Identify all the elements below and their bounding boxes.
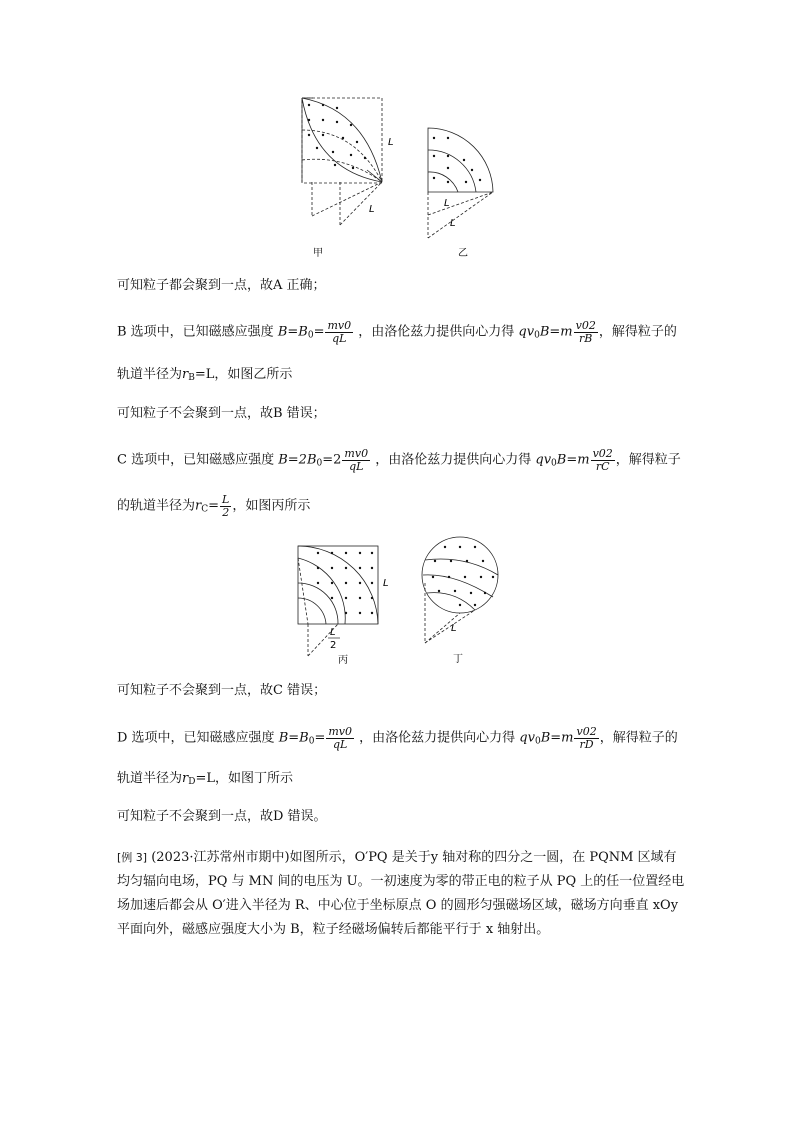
d-radius-eq: r [182, 771, 189, 786]
example-body: (2023·江苏常州市期中)如图所示，O′PQ 是关于y 轴对称的四分之一圆，在 PQNM 区域有均匀辐向电场，PQ 与 MN 间的电压为 U。一初速度为零的带正电的粒子从 PQ 上的任一位置经电场加速后都会从 O′进入半径为 R、中心位于坐标原点 O 的圆形匀强磁场区域，磁场方向垂直 xOy 平面向外，磁感应强度大小为 B，粒子经磁场偏转后都能平行于 x 轴射出。 [117, 850, 685, 937]
d-frac2-num: v02 [576, 725, 597, 738]
b-force: qv [518, 324, 535, 340]
b-conclusion: 可知粒子不会聚到一点，故B 错误； [117, 406, 326, 421]
b-eq-sub: 0 [307, 330, 314, 341]
d-frac-den: qL [332, 737, 348, 751]
b-eq: B=B [277, 324, 308, 340]
label-half-num: L [330, 627, 336, 638]
c-radius-eq2: = [208, 498, 220, 514]
c-conclusion: 可知粒子不会聚到一点，故C 错误； [117, 683, 327, 698]
c-force: qv [535, 452, 552, 468]
d-frac-num: mv0 [328, 725, 352, 738]
b-frac2-num: v02 [575, 319, 596, 332]
figure-ding [415, 535, 510, 670]
c-middle: ，由洛伦兹力提供向心力得 [375, 452, 532, 468]
example-3 [117, 846, 687, 942]
figure-caption: 丁 [453, 654, 463, 665]
b-radius-text: 轨道半径为 [117, 367, 183, 382]
b-radius [117, 368, 292, 383]
b-statement: B 选项中，已知磁感应强度 $B=B_0=$ $\frac{mv0}{qL}$ ，由洛伦兹力提供向心力得 $qv_0B=m$ $\frac{v02}{rB}$ ，解得粒子的 [117, 319, 677, 345]
figure-bing [290, 538, 400, 668]
c-force-sub: 0 [551, 458, 557, 469]
d-suffix: ，解得粒子的 [599, 730, 678, 746]
label-l: L [388, 137, 394, 148]
b-radius-sub: B [188, 373, 195, 383]
d-force: qv [519, 730, 535, 746]
d-radius [117, 772, 293, 787]
figure-caption: 甲 [313, 248, 323, 259]
c-radius-text: 的轨道半径为 [117, 498, 196, 514]
b-radius-eq: r [182, 367, 189, 382]
field-dots [433, 137, 481, 183]
figure-caption: 丙 [338, 655, 348, 666]
b-middle: ，由洛伦兹力提供向心力得 [358, 324, 515, 340]
c-frac-num: mv0 [344, 447, 369, 460]
b-frac-num: mv0 [327, 319, 352, 332]
b-frac2-den: rB [579, 331, 593, 345]
c-eq-eq: =2 [322, 452, 342, 468]
label-l: L [383, 578, 389, 589]
d-conclusion: 可知粒子不会聚到一点，故D 错误。 [117, 809, 327, 824]
label-half-den: 2 [330, 640, 337, 651]
b-intro: B 选项中，已知磁感应强度 [117, 324, 274, 340]
c-statement [117, 448, 681, 472]
b-suffix: ，解得粒子的 [598, 324, 677, 340]
d-fraction-2 [574, 726, 598, 750]
c-frac2-den: rC [595, 459, 610, 473]
d-force-sub: 0 [534, 736, 541, 747]
d-intro: D 选项中，已知磁感应强度 [117, 730, 275, 746]
c-radius-sub: C [201, 504, 209, 515]
c-radius-eq: r [195, 498, 202, 514]
figure-caption: 乙 [458, 248, 468, 259]
d-frac2-den: rD [579, 737, 594, 751]
example-label: [例 3] [117, 851, 148, 864]
d-eq-sub: 0 [308, 736, 315, 747]
d-radius-sub: D [188, 777, 196, 787]
c-fraction-3 [220, 494, 231, 518]
b-force-sub: 0 [534, 330, 540, 341]
c-suffix: ，解得粒子 [615, 452, 681, 468]
c-force-b: B=m [556, 452, 590, 468]
d-middle: ，由洛伦兹力提供向心力得 [359, 730, 516, 746]
label-l: L [369, 204, 375, 215]
d-radius-val: =L，如图丁所示 [195, 771, 293, 786]
c-frac3-den: 2 [222, 505, 230, 519]
d-radius-text: 轨道半径为 [117, 771, 183, 786]
c-eq: B=2B [278, 452, 317, 468]
c-fraction [342, 448, 370, 472]
label-l: L [451, 623, 457, 634]
b-fraction-2 [574, 320, 598, 344]
d-eq: B=B [278, 730, 309, 746]
a-conclusion: 可知粒子都会聚到一点，故A 正确； [117, 278, 326, 293]
c-frac2-num: v02 [592, 447, 613, 460]
b-force-b: B=m [539, 324, 573, 340]
c-frac3-num: L [222, 493, 230, 506]
c-radius [117, 494, 310, 518]
b-radius-val: =L，如图乙所示 [194, 367, 293, 382]
c-fraction-2 [591, 448, 615, 472]
c-frac-den: qL [349, 459, 364, 473]
c-eq-sub: 0 [316, 458, 323, 469]
figure-yi [420, 120, 500, 260]
d-force-b: B=m [540, 730, 574, 746]
d-fraction [326, 726, 354, 750]
label-l: L [444, 198, 450, 209]
b-frac-den: qL [332, 331, 347, 345]
b-fraction [325, 320, 353, 344]
d-statement: D 选项中，已知磁感应强度 $B=B_0=$ $\frac{mv0}{qL}$ ，由洛伦兹力提供向心力得 $qv_0B=m$ $\frac{v02}{rD}$ ，解得粒子的 [117, 725, 678, 751]
c-intro: C 选项中，已知磁感应强度 [117, 452, 275, 468]
c-radius-tail: ，如图丙所示 [232, 498, 311, 514]
label-l: L [450, 218, 456, 229]
figure-jia [295, 90, 410, 260]
